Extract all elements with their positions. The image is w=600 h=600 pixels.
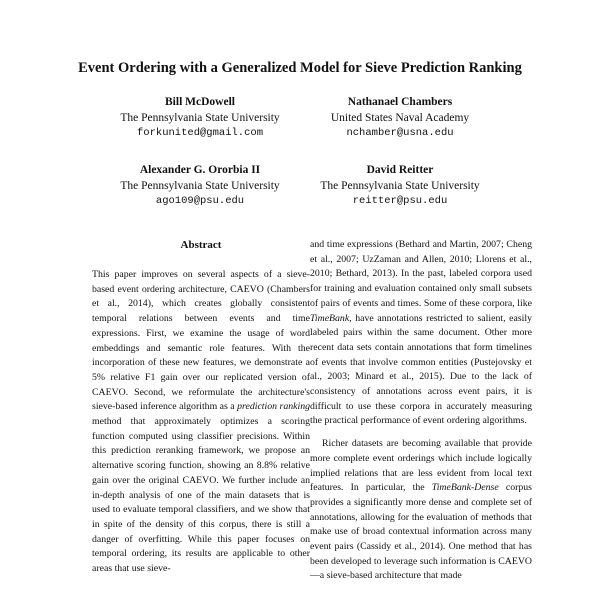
body-paragraph [310, 437, 532, 584]
abstract-column [90, 238, 312, 577]
body-emphasis: TimeBank [310, 312, 350, 324]
abstract-text-part: method that approximately optimizes a scoring function computed using classifier precisions. Within this prediction reranking framework, we propose an alternative scoring function, showing an 8.8% relative gain over the original CAEVO. We further include an in-depth analysis of one of the main datasets that is used to evaluate temporal classifiers, and we show that in spite of the density of this corpus, there is still a danger of overfitting. While this paper focuses on temporal ordering, its results are applicable to other areas that use sieve- [92, 416, 310, 575]
paper-title: Event Ordering with a Generalized Model for Sieve Prediction Ranking [78, 60, 522, 76]
body-text-part: , have annotations restricted to salient, easily labeled pairs within the same document. Other more recent data sets contain annotations that form timelines of events that involve common entities (Pustejovsky et al., 2003; Minard et al., 2015). Due to the lack of consistency of annotations across event pairs, it is difficult to use these corpora in accurately measuring the practical performance of event ordering algorithms. [310, 312, 532, 427]
author-email[interactable]: forkunited@gmail.com [136, 127, 264, 139]
author-name: David Reitter [366, 164, 434, 176]
body-text-part: and time expressions (Bethard and Martin, 2007; Cheng et al., 2007; UzZaman and Allen, 2010; Llorens et al., 2010; Bethard, 2013). In the past, labeled corpora used for training and evaluation contained only small subsets of pairs of events and times. Some of these corpora, like [310, 239, 532, 309]
author-email[interactable]: ago109@psu.edu [155, 195, 245, 207]
author-block [280, 163, 520, 210]
abstract-text [90, 268, 312, 577]
author-email[interactable]: nchamber@usna.edu [346, 127, 454, 139]
body-column [310, 238, 532, 584]
abstract-text-part: This paper improves on several aspects of a sieve-based event ordering architecture, CAEVO (Chambers et al., 2014), which creates globally consistent temporal relations between events and time expressions. First, we examine the usage of word embeddings and semantic role features. With the incorporation of these new features, we demonstrate a 5% relative F1 gain over our replicated version of CAEVO. Second, we reformulate the architecture's sieve-based inference algorithm as a [92, 269, 310, 413]
body-emphasis: TimeBank-Dense [431, 482, 499, 494]
abstract-emphasis: prediction ranking [237, 401, 311, 413]
author-name: Alexander G. Ororbia II [139, 164, 261, 176]
author-email[interactable]: reitter@psu.edu [352, 195, 448, 207]
abstract-heading: Abstract [180, 239, 222, 251]
body-paragraph [310, 238, 532, 429]
author-affiliation: The Pennsylvania State University [120, 111, 280, 124]
body-text-part: Richer datasets are becoming available that provide more complete event orderings which include logically implied relations that are less evident from local text features. In particular, the [310, 438, 532, 494]
author-affiliation: The Pennsylvania State University [320, 179, 480, 192]
author-name: Nathanael Chambers [347, 96, 453, 108]
author-name: Bill McDowell [165, 96, 235, 108]
author-affiliation: United States Naval Academy [330, 111, 470, 124]
author-block [280, 95, 520, 142]
body-text-part: corpus provides a significantly more dense and complete set of annotations, allowing for the evaluation of methods that make use of broad contextual information across many event pairs (Cassidy et al., 2014). One method that has been developed to leverage such information is CAEVO—a sieve-based architecture that made [310, 482, 532, 582]
author-affiliation: The Pennsylvania State University [120, 179, 280, 192]
